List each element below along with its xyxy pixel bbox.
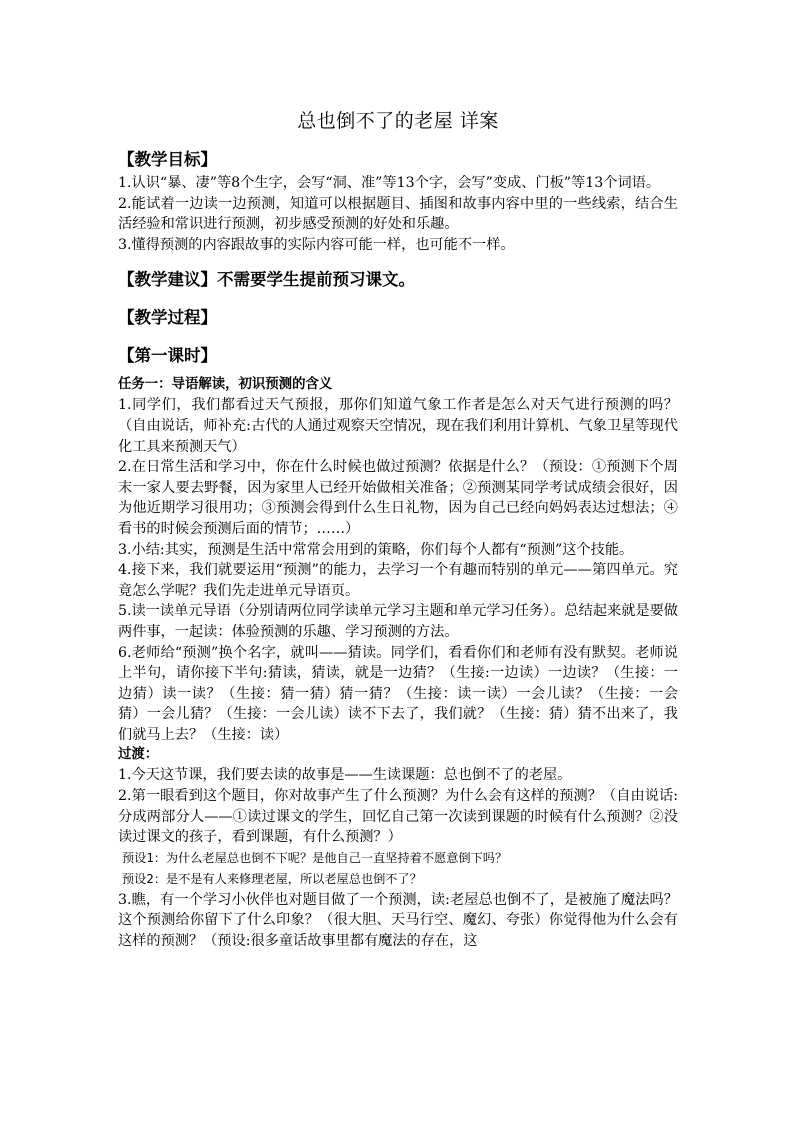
goal-item: 1.认识“暴、凄”等8个生字，会写“洞、准”等13个字，会写”变成、门板”等13个词语。 — [118, 175, 661, 191]
lesson-item: 3.瞧，有一个学习小伙伴也对题目做了一个预测，读:老屋总也倒不了，是被施了魔法吗？这个预测给你留下了什么印象？（很大胆、天马行空、魔幻、夸张）你觉得他为什么会有这样的预测？（预设:很多童话故事里都有魔法的存在，这 — [118, 891, 678, 950]
document-page — [118, 100, 678, 952]
document-title: 总也倒不了的老屋 详案 — [297, 110, 499, 132]
prediction-item: 预设2：是不是有人来修理老屋，所以老屋总也倒不了？ — [122, 871, 422, 886]
goal-item: 3.懂得预测的内容跟故事的实际内容可能一样，也可能不一样。 — [118, 236, 515, 253]
prediction-item: 预设1：为什么老屋总也倒不下呢？是他自己一直坚持着不愿意倒下吗？ — [122, 850, 508, 865]
lesson-item: 1.同学们，我们都看过天气预报，那你们知道气象工作者是怎么对天气进行预测的吗？（自由说话，师补充:古代的人通过观察天空情况，现在我们利用计算机、气象卫星等现代化工具来预测天气） — [118, 397, 678, 455]
transition-label: 过渡： — [118, 747, 159, 763]
lesson-item: 5.读一读单元导语（分别请两位同学读单元学习主题和单元学习任务）。总结起来就是要做两件事，一起读：体验预测的乐趣、学习预测的方法。 — [118, 603, 678, 640]
lesson-item: 1.今天这节课，我们要去读的故事是——生读课题：总也倒不了的老屋。 — [118, 767, 572, 784]
lesson1-heading: 【第一课时】 — [118, 346, 217, 366]
task1-heading: 任务一：导语解读，初识预测的含义 — [118, 377, 333, 393]
lesson-item: 2.第一眼看到这个题目，你对故事产生了什么预测？为什么会有这样的预测？（自由说话:分成两部分人——①读过课文的学生，回忆自己第一次读到课题的时候有什么预测？②没读过课文的孩子，看到课题，有什么预测？） — [118, 788, 678, 846]
lesson-item: 2.在日常生活和学习中，你在什么时候也做过预测？依据是什么？（预设：①预测下个周末一家人要去野餐，因为家里人已经开始做相关准备；②预测某同学考试成绩会很好，因为他近期学习很用功；③预测会得到什么生日礼物，因为自己已经向妈妈表达过想法；④看书的时候会预测后面的情节；……） — [118, 459, 678, 537]
goal-item: 2.能试着一边读一边预测，知道可以根据题目、插图和故事内容中里的一些线索，结合生活经验和常识进行预测，初步感受预测的好处和乐趣。 — [118, 195, 678, 233]
lesson-item: 6.老师给“预测”换个名字，就叫——猜读。同学们，看看你们和老师有没有默契。老师说上半句，请你接下半句:猜读，猜读，就是一边猜？（生接:一边读）一边读？（生接：一边猜）读一读？（生接：猜一猜）猜一猜？（生接：读一读）一会儿读？（生接：一会猜）一会儿猜？（生接：一会儿读）读不下去了，我们就？（生接：猜）猜不出来了，我们就马上去？（生接：读） — [118, 644, 678, 743]
lesson-item: 4.接下来，我们就要运用“预测”的能力，去学习一个有趣而特别的单元——第四单元。究竟怎么学呢？我们先走进单元导语页。 — [118, 562, 678, 599]
teaching-suggestion-heading: 【教学建议】不需要学生提前预习课文。 — [118, 270, 415, 290]
teaching-goals-heading: 【教学目标】 — [118, 150, 217, 169]
lesson-item: 3.小结:其实，预测是生活中常常会用到的策略，你们每个人都有“预测”这个技能。 — [118, 541, 634, 558]
teaching-process-heading: 【教学过程】 — [118, 308, 217, 328]
